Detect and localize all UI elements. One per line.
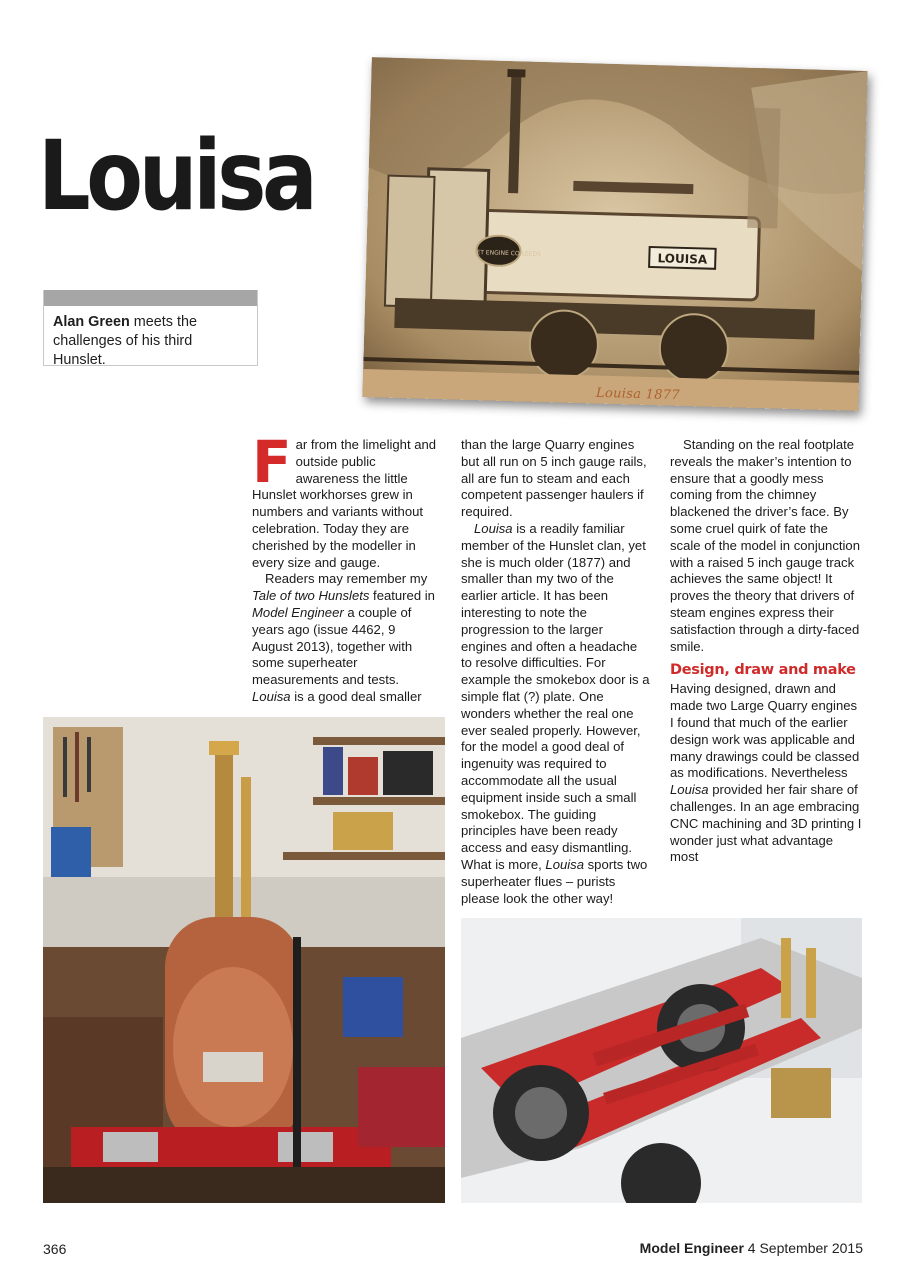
c2-text: is a readily familiar member of the Hunslet clan, yet she is much older (1877) and smaller than my two of the earlier article. It has been interesting to note the progression to the larger engines and often a headache to resolve difficulties. For example the smokebox door is a simple flat (?) plate. One wonders whether the real one ever sealed properly. However, for the model a good deal of ingenuity was required to accommodate all the usual equipment inside such a small smokebox. The guiding principles have been ready access and easy dismantling. What is more, <box>461 520 650 872</box>
c1-italic: Louisa <box>252 688 291 704</box>
column1-paragraph2 <box>252 571 438 705</box>
article-column-3 <box>670 437 862 866</box>
workshop-model-photo <box>43 717 445 1203</box>
c1-text: featured in <box>369 588 435 604</box>
c2-text: sports two superheater flues – purists please look the other way! <box>461 856 648 906</box>
column3-paragraph2 <box>670 681 862 866</box>
sepia-locomotive-photo <box>362 57 867 411</box>
standfirst-bar <box>44 290 257 306</box>
c3-italic: Louisa <box>670 782 709 798</box>
dropcap: F <box>252 428 292 496</box>
column1-p1-text: ar from the limelight and outside public awareness the little Hunslet workhorses grew in numbers and variants without celebration. Today they are cherished by the modeller in every size and gauge. <box>252 437 437 570</box>
column3-paragraph1: Standing on the real footplate reveals the maker’s intention to ensure that a goodly mess coming from the chimney blackened the driver’s face. By some cruel quirk of fate the scale of the model in conjunction with a raised 5 inch gauge track achieves the same object! It proves the theory that drivers of steam engines express their satisfaction through a dirty-faced smile. <box>670 437 860 654</box>
standfirst-text <box>44 306 257 377</box>
article-column-1 <box>252 428 438 706</box>
c3-text: Having designed, drawn and made two Large Quarry engines I found that much of the earlier design work was applicable and many drawings could be classed as modifications. Nevertheless <box>670 681 860 781</box>
column1-paragraph1 <box>252 428 438 571</box>
page-number: 366 <box>43 1241 67 1257</box>
chassis-photo <box>461 918 862 1203</box>
c1-text: is a good deal smaller <box>290 688 422 704</box>
footer-publication <box>640 1240 863 1256</box>
louisa-nameplate: LOUISA <box>657 251 708 267</box>
column2-paragraph2 <box>461 521 651 907</box>
article-title: Louisa <box>38 120 314 232</box>
c3-text: provided her fair share of challenges. In an age embracing CNC machining and 3D printing I wonder just what advantage most <box>670 782 862 865</box>
section-subhead: Design, draw and make <box>670 662 856 679</box>
standfirst-body: meets the challenges of his third Hunslet. <box>53 314 197 368</box>
column2-paragraph1: than the large Quarry engines but all run on 5 inch gauge rails, all are fun to steam and each competent passenger haulers if required. <box>461 437 647 520</box>
c1-italic: Tale of two Hunslets <box>252 588 370 604</box>
sepia-photo-caption: Louisa 1877 <box>595 385 681 404</box>
c2-italic: Louisa <box>474 520 513 536</box>
c1-text: Readers may remember my <box>265 571 428 587</box>
magazine-name: Model Engineer <box>639 1240 744 1256</box>
article-column-2 <box>461 437 651 907</box>
c1-italic: Model Engineer <box>252 604 344 620</box>
author-name: Alan Green <box>53 314 130 330</box>
issue-date: 4 September 2015 <box>743 1240 863 1256</box>
maker-plate-text: HUNSLET ENGINE CO LEEDS <box>455 248 541 258</box>
c1-text: a couple of years ago (issue 4462, 9 August 2013), together with some superheater measurements and tests. <box>252 604 413 688</box>
c2-italic: Louisa <box>545 856 584 872</box>
standfirst-box <box>43 290 258 366</box>
